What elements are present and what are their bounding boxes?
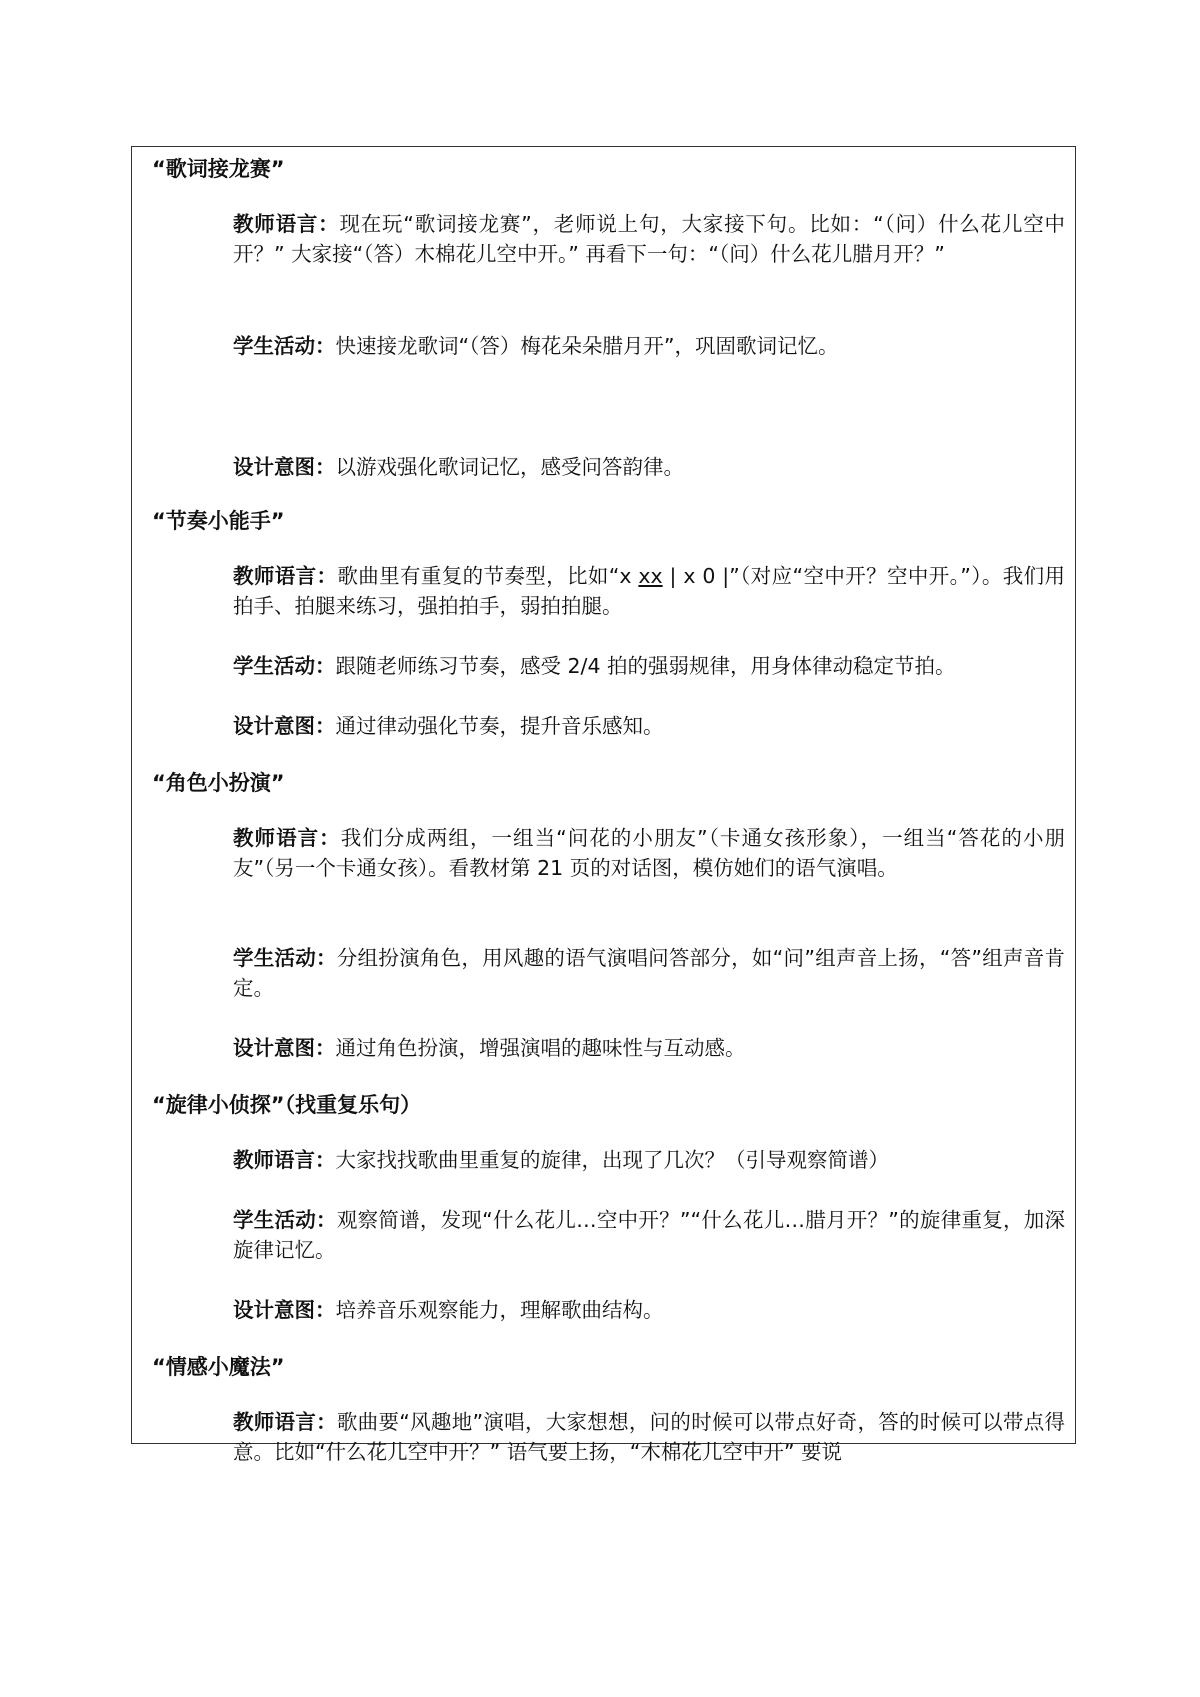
paragraph-text-post: | x 0 |”（对应“空中开？空中开。”）。我们用拍手、拍腿来练习，强拍拍手，弱拍拍腿。 xyxy=(233,564,1066,618)
section-title: “角色小扮演” xyxy=(152,771,285,795)
paragraph-design-intent xyxy=(233,1033,1065,1063)
rhythm-notation-underlined: xx xyxy=(638,564,663,588)
paragraph-text: 现在玩“歌词接龙赛”，老师说上句，大家接下句。比如：“（问）什么花儿空中开？” 大家接“（答）木棉花儿空中开。” 再看下一句：“（问）什么花儿腊月开？” xyxy=(233,212,1066,266)
paragraph-label: 设计意图： xyxy=(233,714,336,738)
paragraph-label: 教师语言： xyxy=(233,564,338,588)
paragraph-teacher-language xyxy=(233,209,1065,269)
paragraph-student-activity xyxy=(233,651,1065,681)
paragraph-text: 以游戏强化歌词记忆，感受问答韵律。 xyxy=(335,455,684,479)
paragraph-label: 学生活动： xyxy=(233,654,336,678)
paragraph-label: 学生活动： xyxy=(233,1208,337,1232)
paragraph-text: 快速接龙歌词“（答）梅花朵朵腊月开”，巩固歌词记忆。 xyxy=(335,334,839,358)
paragraph-teacher-language xyxy=(233,561,1065,621)
paragraph-label: 教师语言： xyxy=(233,212,340,236)
paragraph-teacher-language xyxy=(233,823,1065,883)
paragraph-label: 学生活动： xyxy=(233,946,337,970)
paragraph-label: 学生活动： xyxy=(233,334,336,358)
paragraph-text: 培养音乐观察能力，理解歌曲结构。 xyxy=(335,1298,664,1322)
paragraph-text: 我们分成两组，一组当“问花的小朋友”（卡通女孩形象），一组当“答花的小朋友”（另一个卡通女孩）。看教材第 21 页的对话图，模仿她们的语气演唱。 xyxy=(233,826,1066,880)
paragraph-text: 分组扮演角色，用风趣的语气演唱问答部分，如“问”组声音上扬，“答”组声音肯定。 xyxy=(233,946,1066,1000)
section-title: “节奏小能手” xyxy=(152,509,285,533)
paragraph-text: 观察简谱，发现“什么花儿…空中开？”“什么花儿…腊月开？”的旋律重复，加深旋律记忆。 xyxy=(233,1208,1066,1262)
paragraph-label: 设计意图： xyxy=(233,1298,336,1322)
paragraph-label: 设计意图： xyxy=(233,455,336,479)
paragraph-student-activity xyxy=(233,1205,1065,1265)
section-title: “歌词接龙赛” xyxy=(152,157,285,181)
paragraph-text: 通过角色扮演，增强演唱的趣味性与互动感。 xyxy=(335,1036,746,1060)
paragraph-student-activity xyxy=(233,331,1065,361)
section-title: “旋律小侦探”（找重复乐句） xyxy=(152,1093,422,1117)
paragraph-label: 教师语言： xyxy=(233,1410,337,1434)
paragraph-label: 教师语言： xyxy=(233,1148,336,1172)
paragraph-design-intent xyxy=(233,711,1065,741)
paragraph-label: 教师语言： xyxy=(233,826,341,850)
paragraph-student-activity xyxy=(233,943,1065,1003)
paragraph-teacher-language xyxy=(233,1407,1065,1467)
paragraph-design-intent xyxy=(233,1295,1065,1325)
paragraph-text: 跟随老师练习节奏，感受 2/4 拍的强弱规律，用身体律动稳定节拍。 xyxy=(335,654,956,678)
paragraph-text-pre: 歌曲里有重复的节奏型，比如“x xyxy=(337,564,639,588)
paragraph-text: 大家找找歌曲里重复的旋律，出现了几次？（引导观察简谱） xyxy=(335,1148,889,1172)
paragraph-design-intent xyxy=(233,452,1065,482)
paragraph-text: 歌曲要“风趣地”演唱，大家想想，问的时候可以带点好奇，答的时候可以带点得意。比如“什么花儿空中开？” 语气要上扬，“木棉花儿空中开” 要说 xyxy=(233,1410,1065,1464)
document-frame xyxy=(131,146,1076,1464)
section-title: “情感小魔法” xyxy=(152,1355,285,1379)
paragraph-teacher-language xyxy=(233,1145,1065,1175)
paragraph-label: 设计意图： xyxy=(233,1036,336,1060)
paragraph-text: 通过律动强化节奏，提升音乐感知。 xyxy=(335,714,664,738)
